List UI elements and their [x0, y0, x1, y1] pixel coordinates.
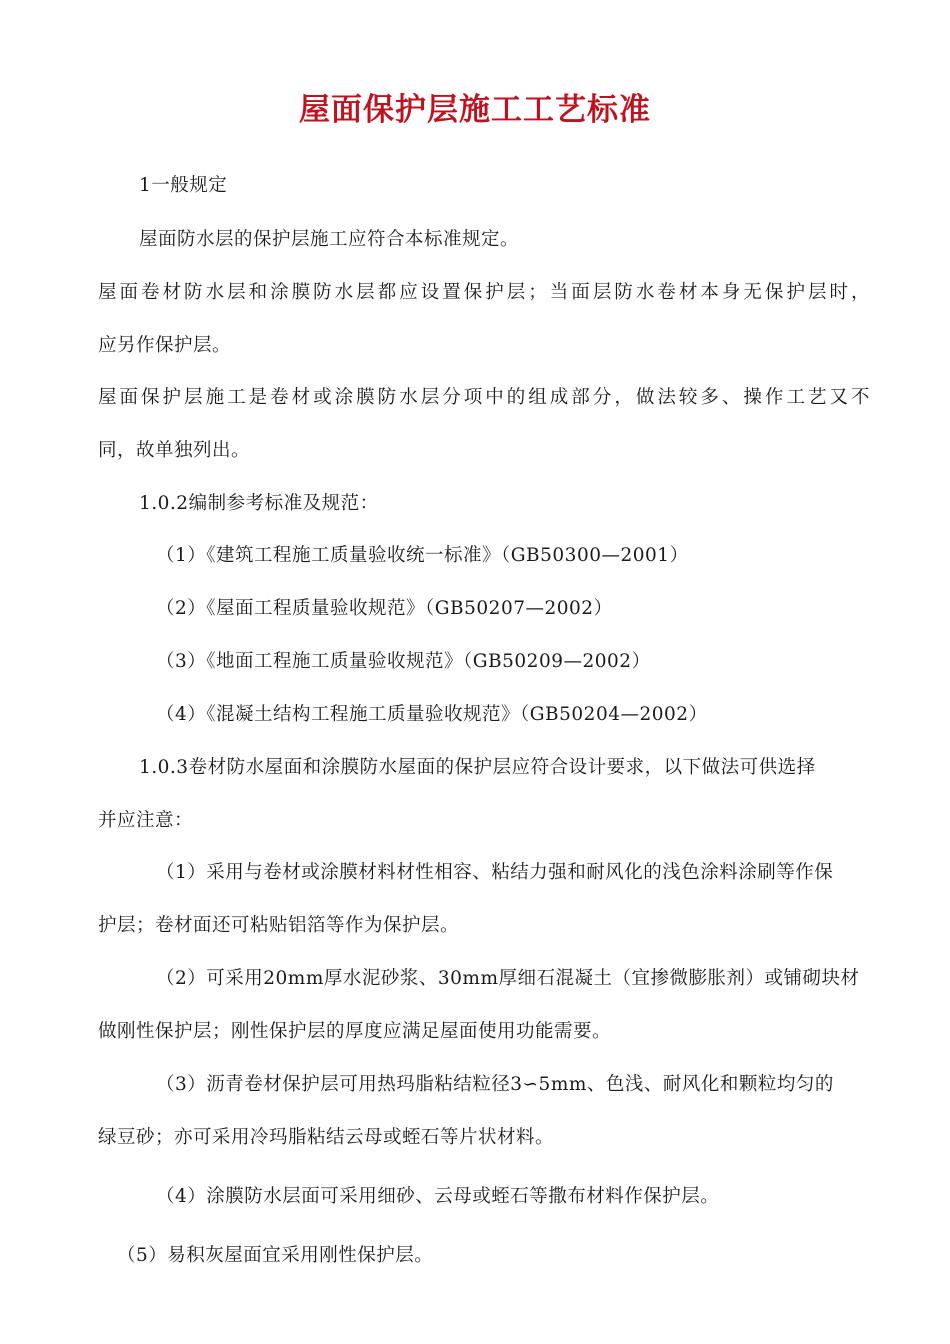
section-heading-general: 1一般规定: [139, 175, 228, 196]
requirement-item: （5）易积灰屋面宜采用刚性保护层。: [117, 1245, 434, 1266]
paragraph-line: 并应注意：: [98, 810, 194, 831]
reference-item: （2）《屋面工程质量验收规范》（GB50207—2002）: [156, 598, 613, 619]
paragraph-line: 绿豆砂；亦可采用冷玛脂粘结云母或蛭石等片状材料。: [98, 1127, 555, 1148]
section-heading-requirements: 1.0.3卷材防水屋面和涂膜防水屋面的保护层应符合设计要求，以下做法可供选择: [139, 757, 816, 778]
paragraph-line: 应另作保护层。: [98, 335, 232, 356]
paragraph-line: 屋面保护层施工是卷材或涂膜防水层分项中的组成部分，做法较多、操作工艺又不: [98, 387, 870, 408]
reference-item: （1）《建筑工程施工质量验收统一标准》（GB50300—2001）: [156, 545, 689, 566]
requirement-item: （1）采用与卷材或涂膜材料材性相容、粘结力强和耐风化的浅色涂料涂刷等作保: [156, 862, 834, 883]
reference-item: （3）《地面工程施工质量验收规范》（GB50209—2002）: [156, 651, 651, 672]
reference-item: （4）《混凝土结构工程施工质量验收规范》（GB50204—2002）: [156, 704, 708, 725]
requirement-item: （2）可采用20mm厚水泥砂浆、30mm厚细石混凝土（宜掺微膨胀剂）或铺砌块材: [156, 968, 860, 989]
document-title: 屋面保护层施工工艺标准: [299, 92, 651, 128]
paragraph-line: 同，故单独列出。: [98, 440, 251, 461]
requirement-item: （3）沥青卷材保护层可用热玛脂粘结粒径3∽5mm、色浅、耐风化和颗粒均匀的: [156, 1074, 834, 1095]
paragraph-line: 屋面卷材防水层和涂膜防水层都应设置保护层；当面层防水卷材本身无保护层时，: [98, 282, 870, 303]
section-heading-references: 1.0.2编制参考标准及规范：: [139, 493, 379, 514]
paragraph-line: 护层；卷材面还可粘贴铝箔等作为保护层。: [98, 915, 460, 936]
paragraph-line: 做刚性保护层；刚性保护层的厚度应满足屋面使用功能需要。: [98, 1021, 612, 1042]
paragraph-line: 屋面防水层的保护层施工应符合本标准规定。: [139, 229, 520, 250]
requirement-item: （4）涂膜防水层面可采用细砂、云母或蛭石等撒布材料作保护层。: [156, 1186, 720, 1207]
